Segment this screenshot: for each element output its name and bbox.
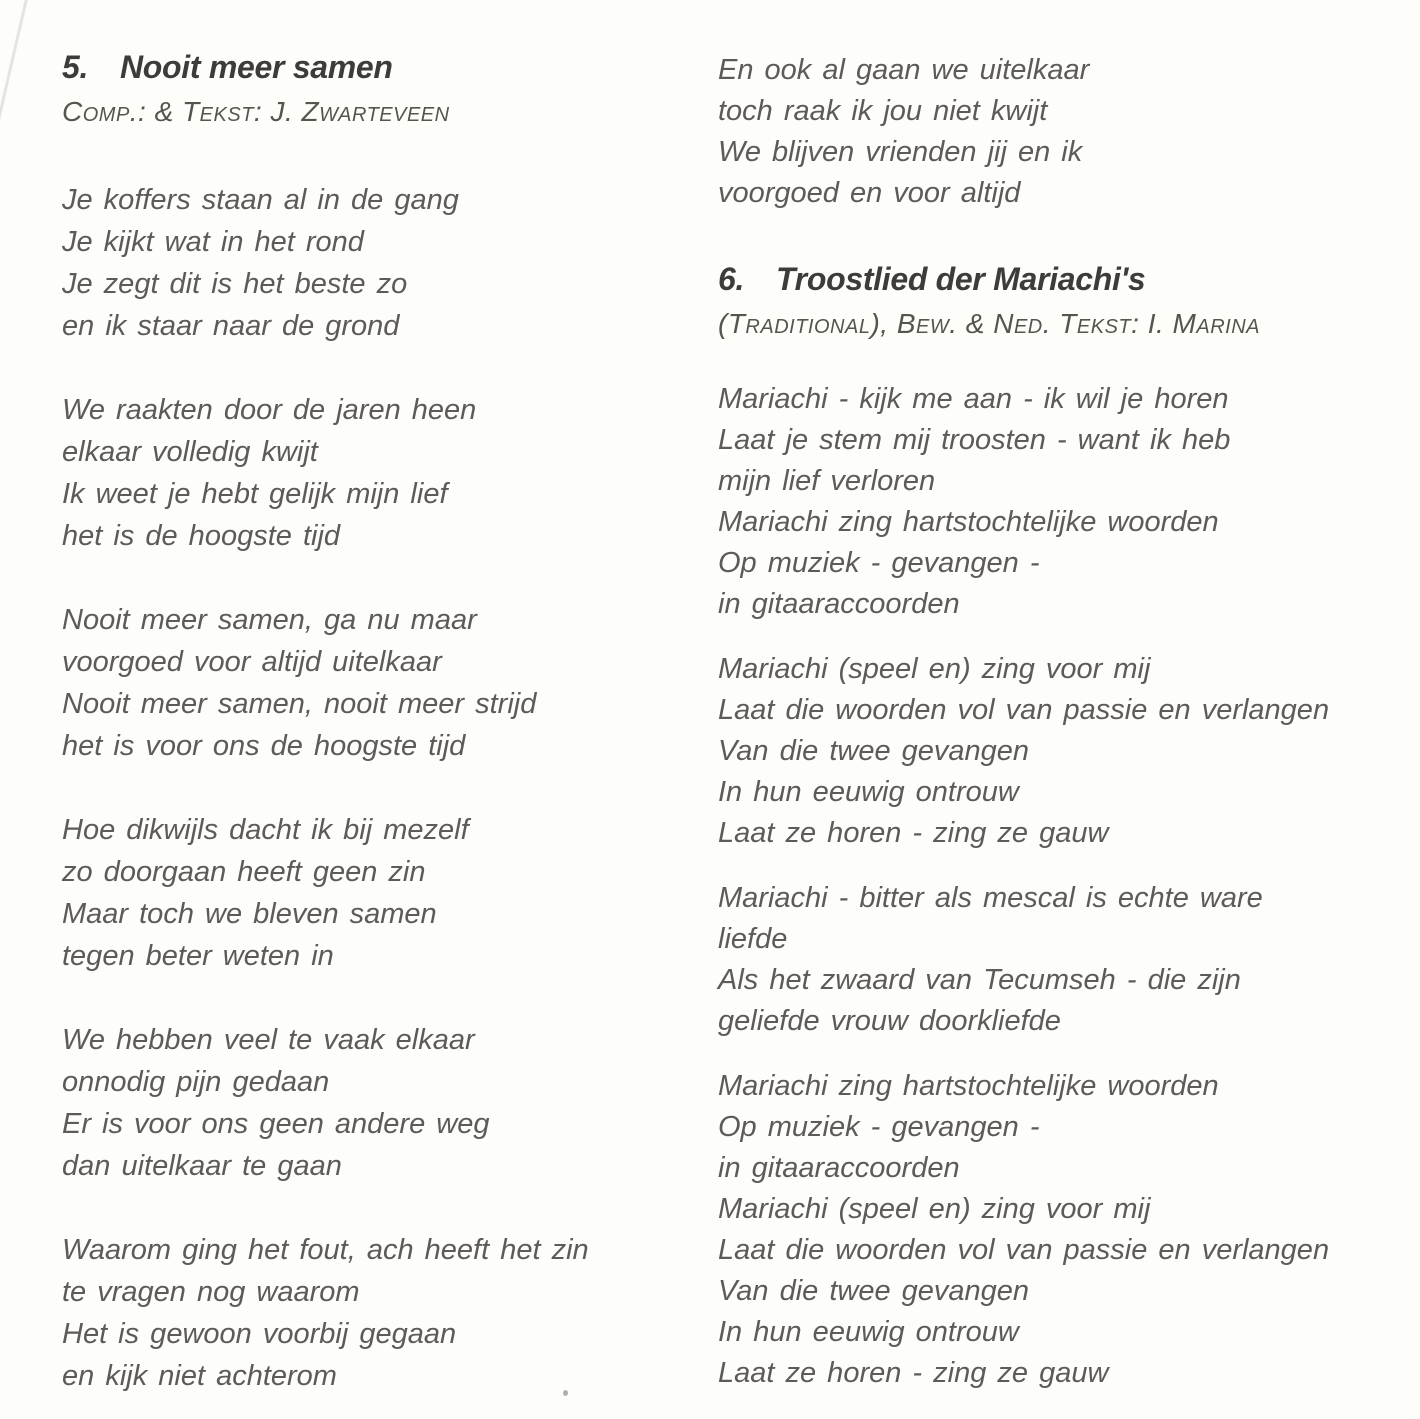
lyric-line: onnodig pijn gedaan bbox=[62, 1066, 330, 1098]
song-6-verse-1 bbox=[718, 379, 1408, 625]
lyric-line: toch raak ik jou niet kwijt bbox=[718, 95, 1048, 127]
lyric-line: Waarom ging het fout, ach heeft het zin bbox=[62, 1234, 589, 1266]
lyric-line: Laat je stem mij troosten - want ik heb bbox=[718, 424, 1231, 456]
song-5-verse-5 bbox=[62, 1019, 687, 1187]
lyric-line: Je kijkt wat in het rond bbox=[62, 226, 364, 258]
song-5-number: 5. bbox=[62, 49, 89, 85]
lyric-line: Mariachi (speel en) zing voor mij bbox=[718, 1193, 1151, 1225]
lyric-line: te vragen nog waarom bbox=[62, 1276, 360, 1308]
lyric-line: Van die twee gevangen bbox=[718, 735, 1030, 767]
lyric-line: Je zegt dit is het beste zo bbox=[62, 268, 408, 300]
lyric-line: Ik weet je hebt gelijk mijn lief bbox=[62, 478, 448, 510]
song-5-verse-1 bbox=[62, 179, 687, 347]
lyric-line: Mariachi (speel en) zing voor mij bbox=[718, 653, 1151, 685]
lyric-line: liefde bbox=[718, 923, 788, 955]
left-column bbox=[62, 50, 687, 1397]
lyric-line: Van die twee gevangen bbox=[718, 1275, 1030, 1307]
scan-artifact-streak bbox=[0, 0, 30, 174]
lyric-line: Er is voor ons geen andere weg bbox=[62, 1108, 490, 1140]
song-6-credit: (Traditional), Bew. & Ned. Tekst: I. Marina bbox=[718, 308, 1260, 339]
lyric-line: elkaar volledig kwijt bbox=[62, 436, 318, 468]
lyric-line: dan uitelkaar te gaan bbox=[62, 1150, 342, 1182]
lyric-line: het is voor ons de hoogste tijd bbox=[62, 730, 466, 762]
lyric-line: In hun eeuwig ontrouw bbox=[718, 1316, 1019, 1348]
lyric-line: Mariachi - bitter als mescal is echte ware bbox=[718, 882, 1263, 914]
lyric-line: geliefde vrouw doorkliefde bbox=[718, 1005, 1061, 1037]
lyric-line: Maar toch we bleven samen bbox=[62, 898, 437, 930]
lyric-line: Mariachi - kijk me aan - ik wil je horen bbox=[718, 383, 1229, 415]
lyric-line: Het is gewoon voorbij gegaan bbox=[62, 1318, 457, 1350]
right-column bbox=[718, 50, 1408, 1394]
lyric-line: tegen beter weten in bbox=[62, 940, 334, 972]
song-6-number: 6. bbox=[718, 261, 745, 297]
lyric-line: het is de hoogste tijd bbox=[62, 520, 341, 552]
lyric-line: Nooit meer samen, ga nu maar bbox=[62, 604, 477, 636]
lyric-line: Laat ze horen - zing ze gauw bbox=[718, 1357, 1109, 1389]
lyric-line: Hoe dikwijls dacht ik bij mezelf bbox=[62, 814, 469, 846]
lyric-line: zo doorgaan heeft geen zin bbox=[62, 856, 426, 888]
song-5-verse-3 bbox=[62, 599, 687, 767]
lyric-line: Als het zwaard van Tecumseh - die zijn bbox=[718, 964, 1241, 996]
lyric-line: en kijk niet achterom bbox=[62, 1360, 337, 1392]
lyric-line: Laat ze horen - zing ze gauw bbox=[718, 817, 1109, 849]
lyric-line: In hun eeuwig ontrouw bbox=[718, 776, 1019, 808]
lyric-line: Laat die woorden vol van passie en verlangen bbox=[718, 694, 1330, 726]
song-6-heading bbox=[718, 262, 1408, 296]
song-5-heading bbox=[62, 50, 687, 84]
song-5-verse-4 bbox=[62, 809, 687, 977]
song-5-verse-6 bbox=[62, 1229, 687, 1397]
lyric-line: We raakten door de jaren heen bbox=[62, 394, 477, 426]
lyric-line: Mariachi zing hartstochtelijke woorden bbox=[718, 1070, 1219, 1102]
lyric-line: Op muziek - gevangen - bbox=[718, 547, 1040, 579]
lyric-line: Mariachi zing hartstochtelijke woorden bbox=[718, 506, 1219, 538]
song-5-credit: Comp.: & Tekst: J. Zwarteveen bbox=[62, 96, 450, 127]
lyric-line: voorgoed en voor altijd bbox=[718, 177, 1021, 209]
lyric-line: En ook al gaan we uitelkaar bbox=[718, 54, 1090, 86]
song-6-verse-4 bbox=[718, 1066, 1408, 1394]
lyric-line: We hebben veel te vaak elkaar bbox=[62, 1024, 475, 1056]
song-6-verse-2 bbox=[718, 649, 1408, 854]
lyric-line: Laat die woorden vol van passie en verlangen bbox=[718, 1234, 1330, 1266]
song-5-verse-7 bbox=[718, 50, 1408, 214]
song-5-verse-2 bbox=[62, 389, 687, 557]
lyric-line: in gitaaraccoorden bbox=[718, 1152, 960, 1184]
lyric-line: Nooit meer samen, nooit meer strijd bbox=[62, 688, 537, 720]
lyric-line: We blijven vrienden jij en ik bbox=[718, 136, 1083, 168]
lyric-line: en ik staar naar de grond bbox=[62, 310, 400, 342]
song-6-title: Troostlied der Mariachi's bbox=[776, 261, 1146, 297]
lyric-line: voorgoed voor altijd uitelkaar bbox=[62, 646, 442, 678]
lyric-line: Op muziek - gevangen - bbox=[718, 1111, 1040, 1143]
lyric-line: Je koffers staan al in de gang bbox=[62, 184, 459, 216]
song-5-title: Nooit meer samen bbox=[120, 49, 393, 85]
song-6-verse-3 bbox=[718, 878, 1408, 1042]
lyric-line: mijn lief verloren bbox=[718, 465, 936, 497]
lyric-line: in gitaaraccoorden bbox=[718, 588, 960, 620]
